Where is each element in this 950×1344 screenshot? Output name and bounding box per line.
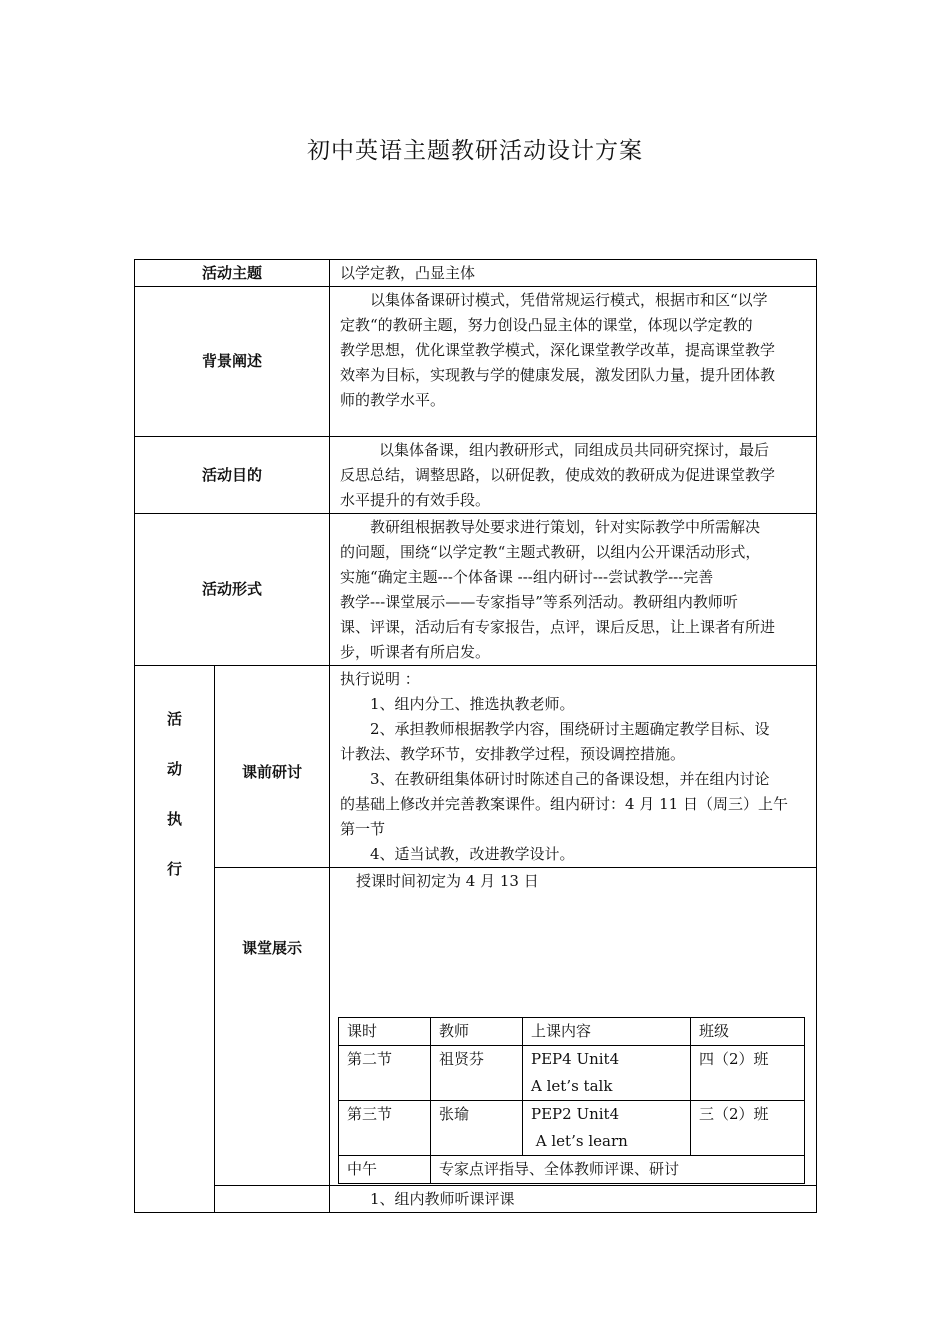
theme-label: 活动主题 [135, 260, 330, 287]
pre-line: 4、适当试教，改进教学设计。 [370, 845, 575, 863]
pre-line: 执行说明 ： [340, 670, 420, 688]
form-row [135, 514, 817, 666]
form-line: 步，听课者有所启发。 [340, 643, 491, 661]
schedule-content [523, 1101, 691, 1156]
schedule-noon-activity: 专家点评指导、全体教师评课、研讨 [431, 1156, 805, 1184]
background-label: 背景阐述 [135, 287, 330, 437]
purpose-text [330, 437, 817, 514]
class-schedule-table [338, 1017, 805, 1184]
schedule-content-line: A let’s learn [531, 1132, 628, 1150]
purpose-line: 以集体备课，组内教研形式，同组成员共同研究探讨，最后 [379, 441, 770, 459]
review-line: 1、组内教师听课评课 [370, 1190, 515, 1208]
execution-label-char: 行 [166, 860, 182, 878]
schedule-content-line: A let’s talk [531, 1077, 613, 1095]
class-display-content [330, 868, 817, 1186]
form-line: 课、评课，活动后有专家报告，点评，课后反思，让上课者有所进 [340, 618, 776, 636]
schedule-period: 第三节 [339, 1101, 431, 1156]
pre-line: 第一节 [340, 820, 386, 838]
purpose-row [135, 437, 817, 514]
theme-row [135, 260, 817, 287]
schedule-period: 第二节 [339, 1046, 431, 1101]
execution-label-char: 执 [166, 810, 182, 828]
document-title: 初中英语主题教研活动设计方案 [307, 138, 643, 164]
background-line: 师的教学水平。 [340, 391, 446, 409]
schedule-content [523, 1046, 691, 1101]
form-line: 教研组根据教导处要求进行策划，针对实际教学中所需解决 [370, 518, 761, 536]
form-text [330, 514, 817, 666]
schedule-row [339, 1046, 805, 1101]
execution-label-char: 动 [166, 760, 182, 778]
review-text [330, 1186, 817, 1213]
purpose-line: 水平提升的有效手段。 [340, 491, 491, 509]
form-line: 实施“确定主题---个体备课 ---组内研讨---尝试教学---完善 [340, 568, 714, 586]
schedule-teacher: 祖贤芬 [431, 1046, 523, 1101]
pre-line: 计教法、教学环节，安排教学过程，预设调控措施。 [340, 745, 686, 763]
execution-label-char: 活 [166, 710, 182, 728]
background-text [330, 287, 817, 437]
class-display-row [135, 868, 817, 1186]
schedule-class: 三（2）班 [691, 1101, 805, 1156]
pre-discussion-row [135, 666, 817, 868]
schedule-header: 班级 [691, 1018, 805, 1046]
class-time-note: 授课时间初定为 4 月 13 日 [356, 872, 539, 890]
activity-plan-table [134, 259, 817, 1213]
review-label-cell [215, 1186, 330, 1213]
purpose-line: 反思总结，调整思路，以研促教，使成效的教研成为促进课堂教学 [340, 466, 776, 484]
background-line: 以集体备课研讨模式，凭借常规运行模式，根据市和区“以学 [370, 291, 768, 309]
pre-discussion-text [330, 666, 817, 868]
schedule-header: 上课内容 [523, 1018, 691, 1046]
background-line: 效率为目标，实现教与学的健康发展，激发团队力量，提升团体教 [340, 366, 776, 384]
background-line: 教学思想，优化课堂教学模式，深化课堂教学改革，提高课堂教学 [340, 341, 776, 359]
class-display-label: 课堂展示 [215, 868, 330, 1186]
pre-line: 的基础上修改并完善教案课件。组内研讨：4 月 11 日（周三）上午 [340, 795, 788, 813]
schedule-header-row [339, 1018, 805, 1046]
background-line: 定教“的教研主题，努力创设凸显主体的课堂，体现以学定教的 [340, 316, 753, 334]
schedule-header: 教师 [431, 1018, 523, 1046]
schedule-class: 四（2）班 [691, 1046, 805, 1101]
pre-line: 2、承担教师根据教学内容，围绕研讨主题确定教学目标、设 [370, 720, 770, 738]
pre-line: 1、组内分工、推选执教老师。 [370, 695, 575, 713]
execution-label [135, 666, 215, 1213]
schedule-content-line: PEP2 Unit4 [531, 1105, 620, 1123]
pre-line: 3、在教研组集体研讨时陈述自己的备课设想，并在组内讨论 [370, 770, 770, 788]
theme-value: 以学定教，凸显主体 [330, 260, 817, 287]
background-row [135, 287, 817, 437]
form-label: 活动形式 [135, 514, 330, 666]
form-line: 的问题，围绕“以学定教“主题式教研，以组内公开课活动形式， [340, 543, 761, 561]
schedule-noon-row [339, 1156, 805, 1184]
schedule-row [339, 1101, 805, 1156]
review-row [135, 1186, 817, 1213]
purpose-label: 活动目的 [135, 437, 330, 514]
pre-discussion-label: 课前研讨 [215, 666, 330, 868]
schedule-header: 课时 [339, 1018, 431, 1046]
schedule-period: 中午 [339, 1156, 431, 1184]
schedule-content-line: PEP4 Unit4 [531, 1050, 620, 1068]
form-line: 教学---课堂展示——专家指导”等系列活动。教研组内教师听 [340, 593, 738, 611]
schedule-teacher: 张瑜 [431, 1101, 523, 1156]
